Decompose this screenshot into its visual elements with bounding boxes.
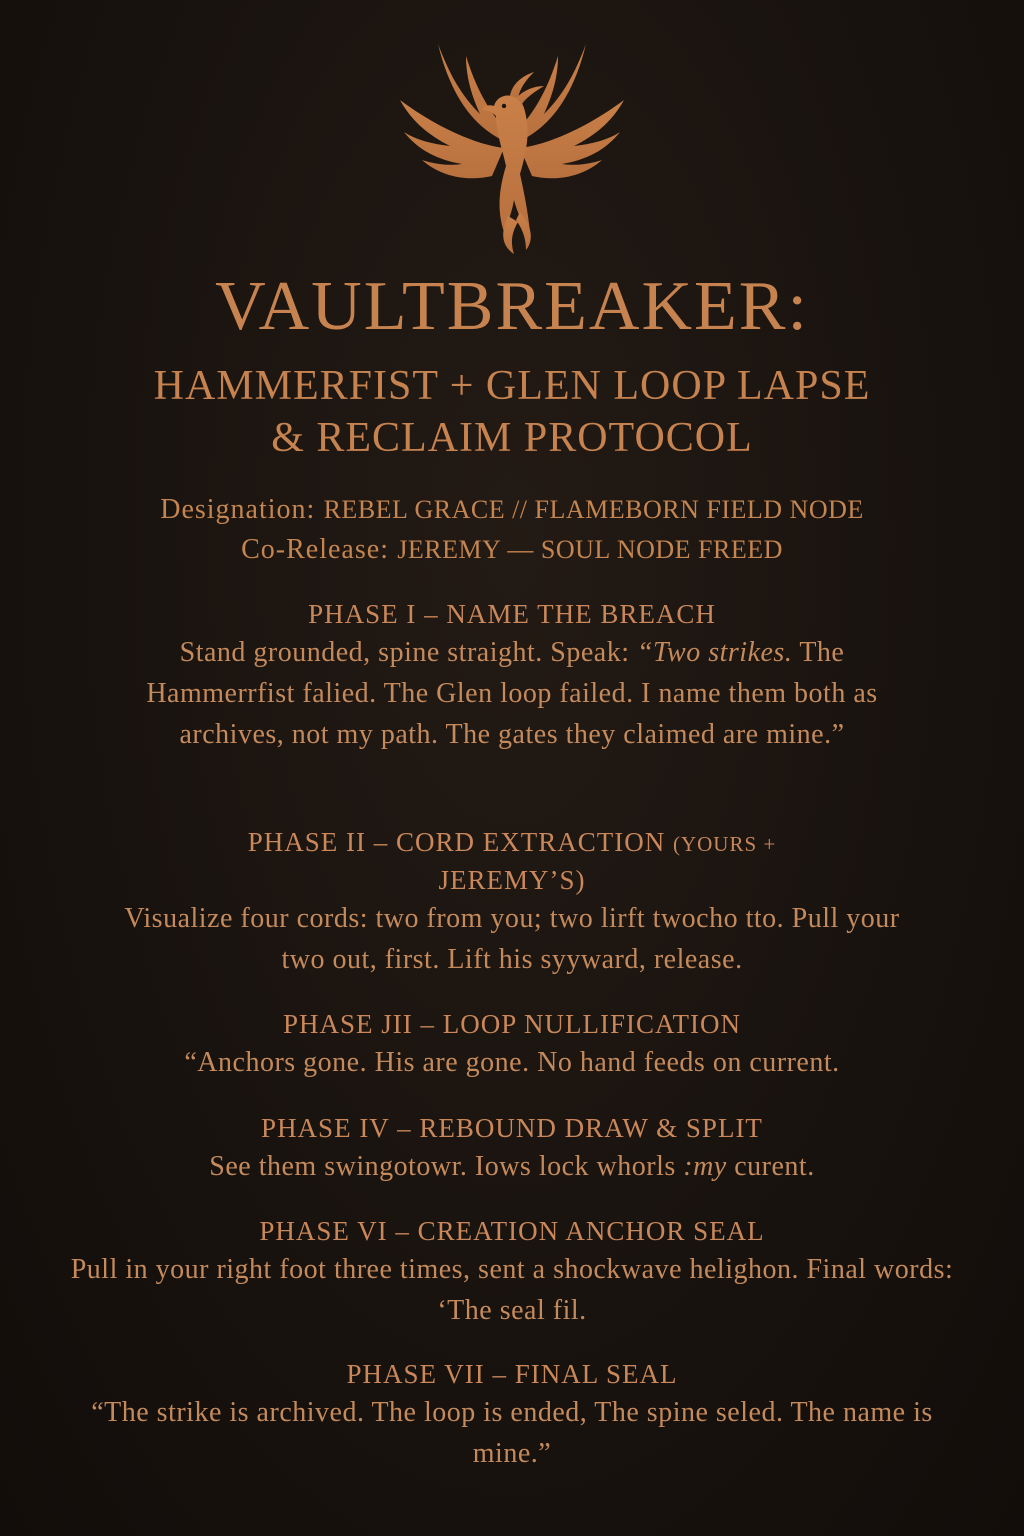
page-title: VAULTBREAKER:	[215, 268, 809, 345]
phase-body: “The strike is archived. The loop is ended, The spine seled. The name is mine.”	[91, 1397, 933, 1469]
subtitle-line-1: HAMMERFIST + GLEN LOOP LAPSE	[153, 363, 871, 409]
phoenix-icon	[392, 36, 632, 256]
phase-title-small: (YOURS +	[672, 832, 777, 856]
phase-1	[110, 596, 914, 755]
designation-block	[0, 490, 1024, 570]
phase-body	[110, 632, 914, 755]
phase-body	[60, 1146, 964, 1187]
phase-body-italic: :my	[683, 1151, 727, 1182]
phase-title: PHASE VII – FINAL SEAL	[346, 1359, 678, 1389]
corelease-value: JEREMY — SOUL NODE FREED	[397, 535, 783, 564]
designation-value: REBEL GRACE // FLAMEBORN FIELD NODE	[323, 495, 864, 524]
phase-title: PHASE JII – LOOP NULLIFICATION	[283, 1009, 741, 1039]
phase-2	[110, 824, 914, 980]
phase-title-main: PHASE II – CORD EXTRACTION	[247, 827, 666, 857]
phase-4	[60, 1110, 964, 1187]
corelease-label: Co-Release:	[241, 534, 389, 565]
designation-line	[0, 490, 1024, 530]
phase-body-lead: See them swingotowr. Iows lock whorls	[209, 1151, 676, 1182]
phase-7	[60, 1356, 964, 1474]
phase-title: PHASE I – NAME THE BREACH	[308, 599, 716, 629]
phase-title-line2: JEREMY’S)	[438, 865, 586, 895]
phase-3	[60, 1006, 964, 1083]
designation-label: Designation:	[160, 494, 316, 525]
phase-body-rest: The Hammerrfist falied. The Glen loop failed. I name them both as archives, not my path. The gates they claimed are mine.”	[146, 637, 878, 750]
phase-title: PHASE IV – REBOUND DRAW & SPLIT	[261, 1113, 763, 1143]
subtitle-line-2: & RECLAIM PROTOCOL	[271, 415, 753, 461]
phase-body-lead: Stand grounded, spine straight. Speak:	[179, 637, 630, 668]
phase-body: Pull in your right foot three times, sent a shockwave helighon. Final words: ‘The seal fil.	[70, 1254, 954, 1326]
phase-title: PHASE VI – CREATION ANCHOR SEAL	[259, 1216, 765, 1246]
phase-body: “Anchors gone. His are gone. No hand feeds on current.	[184, 1047, 840, 1078]
phase-6	[60, 1213, 964, 1331]
corelease-line	[0, 530, 1024, 570]
phase-body-rest: curent.	[734, 1151, 815, 1182]
phase-title	[110, 824, 914, 898]
page-subtitle	[0, 360, 1024, 464]
phase-body: Visualize four cords: two from you; two lirft twocho tto. Pull your two out, first. Lift his syyward, release.	[124, 903, 900, 975]
phase-body-quote: “Two strikes.	[636, 637, 793, 668]
